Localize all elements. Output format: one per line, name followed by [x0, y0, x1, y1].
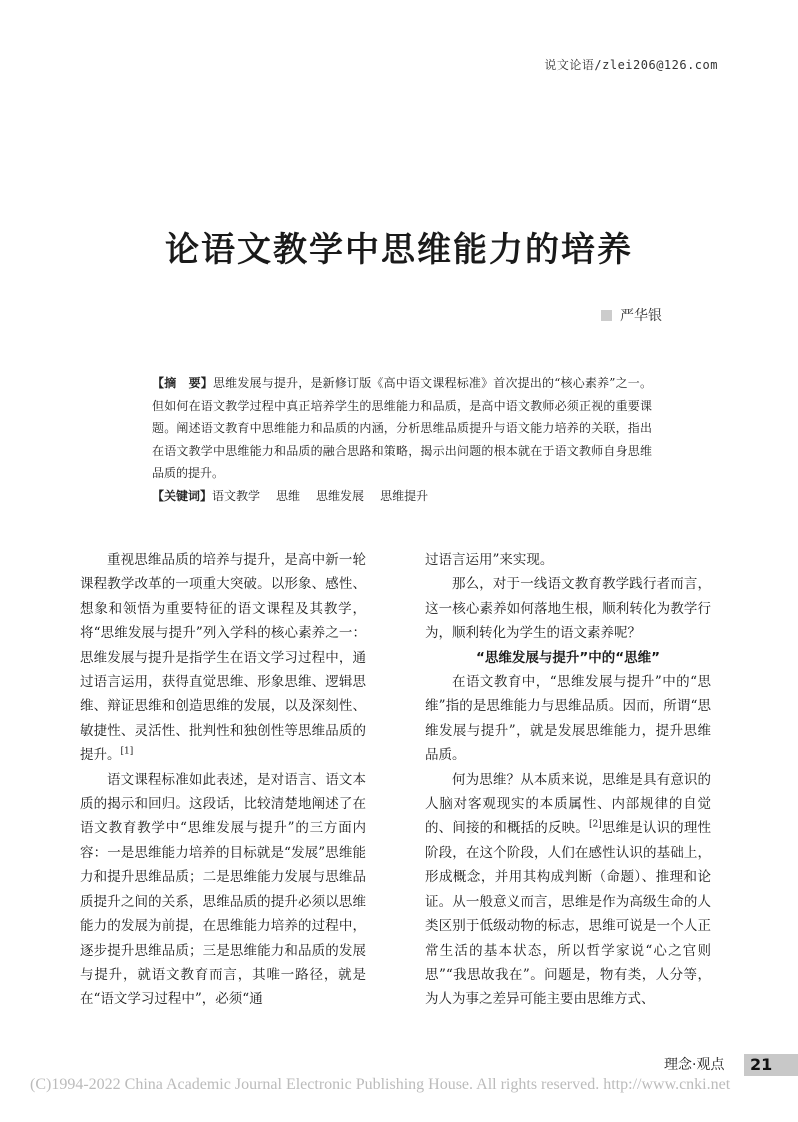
- abstract-label: 【摘 要】: [152, 376, 213, 390]
- paragraph-text: 思维是认识的理性阶段，在这个阶段，人们在感性认识的基础上，形成概念，并用其构成判断（命题）、推理和论证。从一般意义而言，思维是作为高级生命的人类区别于低级动物的标志，思维可说是一个人正常生活的基本状态，所以哲学家说“心之官则思”“我思故我在”。问题是，物有类，人分等，为人为事之差异可能主要由思维方式、: [425, 820, 712, 1008]
- article-title: 论语文教学中思维能力的培养: [165, 230, 633, 270]
- citation-ref: [2]: [588, 819, 602, 830]
- body-paragraph-continued: 过语言运用”来实现。: [425, 552, 554, 568]
- body-left-column: [80, 548, 366, 1012]
- abstract-text: 思维发展与提升，是新修订版《高中语文课程标准》首次提出的“核心素养”之一。但如何在语文教学过程中真正培养学生的思维能力和品质，是高中语文教师必须正视的重要课题。阐述语文教育中思维能力和品质的内涵，分析思维品质提升与语文能力培养的关联，指出在语文教学中思维能力和品质的融合思路和策略，揭示出问题的根本就在于语文教师自身思维品质的提升。: [152, 376, 652, 480]
- section-heading: “思维发展与提升”中的“思维”: [476, 649, 660, 666]
- keyword: 思维: [276, 488, 301, 503]
- page-number: 21: [744, 1054, 798, 1076]
- copyright-watermark: (C)1994-2022 China Academic Journal Electronic Publishing House. All rights reserved. http://www.cnki.net: [30, 1076, 731, 1093]
- body-paragraph: 在语文教育中，“思维发展与提升”中的“思维”指的是思维能力与思维品质。因而，所谓“思维发展与提升”，就是发展思维能力，提升思维品质。: [425, 674, 711, 764]
- body-paragraph: [80, 548, 366, 768]
- abstract-paragraph: [152, 372, 652, 485]
- footer-section-name: 理念·观点: [664, 1057, 725, 1073]
- keywords-label: 【关键词】: [152, 488, 213, 503]
- keywords-line: [152, 485, 652, 508]
- keyword: 语文教学: [212, 488, 261, 503]
- body-right-column: [425, 548, 711, 1012]
- body-paragraph: 语文课程标准如此表述，是对语言、语文本质的揭示和回归。这段话，比较清楚地阐述了在语文教育教学中“思维发展与提升”的三方面内容：一是思维能力培养的目标就是“发展”思维能力和提升思维品质；二是思维能力发展与思维品质提升之间的关系，思维品质的提升必须以思维能力的发展为前提，在思维能力培养的过程中，逐步提升思维品质；三是思维能力和品质的发展与提升，就语文教育而言，其唯一路径，就是在“语文学习过程中”，必须“通: [80, 771, 366, 1008]
- column-email-header: 说文论语/zlei206@126.com: [544, 58, 718, 72]
- abstract-block: [152, 372, 652, 507]
- author-marker-icon: [601, 310, 612, 321]
- paragraph-text: 何为思维？从本质来说，思维是具有意识的人脑对客观现实的本质属性、内部规律的自觉的、间接的和概括的反映。: [425, 771, 711, 837]
- author-name: 严华银: [620, 308, 662, 324]
- keyword: 思维提升: [380, 488, 429, 503]
- body-paragraph: 那么，对于一线语文教育教学践行者而言，这一核心素养如何落地生根，顺利转化为教学行为，顺利转化为学生的语文素养呢？: [425, 576, 711, 642]
- citation-ref: [1]: [120, 746, 134, 757]
- body-paragraph: [425, 768, 711, 1012]
- keyword: 思维发展: [316, 488, 365, 503]
- paragraph-text: 重视思维品质的培养与提升，是高中新一轮课程教学改革的一项重大突破。以形象、感性、想象和领悟为重要特征的语文课程及其教学，将“思维发展与提升”列入学科的核心素养之一：思维发展与提升是指学生在语文学习过程中，通过语言运用，获得直觉思维、形象思维、逻辑思维、辩证思维和创造思维的发展，以及深刻性、敏捷性、灵活性、批判性和独创性等思维品质的提升。: [80, 552, 366, 764]
- author-line: [601, 305, 662, 325]
